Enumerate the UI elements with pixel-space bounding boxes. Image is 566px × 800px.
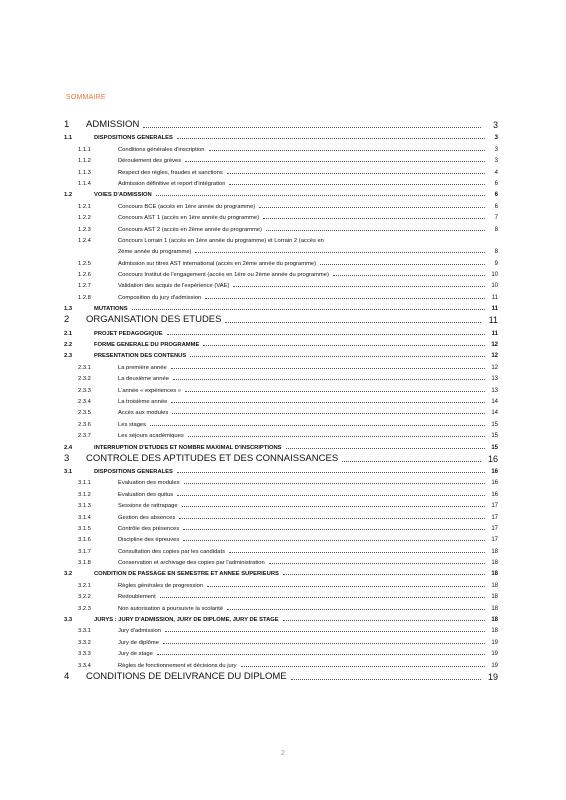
toc-entry[interactable] — [64, 325, 498, 336]
toc-entry-page: 8 — [494, 249, 498, 256]
toc-entry-title: ADMISSION — [86, 119, 140, 130]
toc-entry-page: 13 — [491, 376, 498, 383]
toc-entry[interactable] — [64, 176, 498, 187]
toc-entry-title: Règles de fonctionnement et décisions du jury — [118, 662, 237, 669]
toc-entry-title: Consultation des copies par les candidats — [118, 548, 225, 555]
toc-entry-title: Evaluation des quitus — [118, 491, 174, 498]
dot-leader — [320, 264, 485, 265]
toc-entry-page: 15 — [491, 444, 498, 451]
toc-entry-title: Conditions générales d'inscription — [118, 146, 205, 153]
toc-entry-number: 3 — [64, 452, 70, 464]
toc-entry-page: 18 — [491, 628, 498, 635]
toc-entry-page: 11 — [491, 294, 498, 301]
toc-entry[interactable] — [64, 646, 498, 657]
toc-entry-number: 2.3.1 — [78, 364, 91, 371]
dot-leader — [167, 334, 485, 335]
toc-entry-number: 1.1.3 — [78, 169, 91, 176]
toc-entry[interactable] — [64, 543, 498, 554]
toc-entry-page: 10 — [491, 272, 498, 279]
toc-entry[interactable] — [64, 509, 498, 520]
toc-entry-page: 19 — [491, 651, 498, 658]
toc-entry-title: DISPOSITIONS GENERALES — [94, 468, 173, 475]
toc-entry-number: 3.2.3 — [78, 605, 91, 612]
toc-entry[interactable] — [64, 221, 498, 232]
dot-leader — [171, 402, 485, 403]
toc-entry-number: 3.1.3 — [78, 503, 91, 510]
toc-entry-number: 2.1 — [64, 330, 73, 337]
toc-entry[interactable] — [64, 612, 498, 623]
toc-entry-title: Concours BCE (accès en 1ère année du programme) — [118, 203, 256, 210]
dot-leader — [177, 472, 485, 473]
toc-entry-page: 6 — [494, 180, 498, 187]
toc-entry-number: 3.3.2 — [78, 639, 91, 646]
toc-entry-number: 3.2 — [64, 571, 73, 578]
dot-leader — [184, 483, 485, 484]
toc-entry-title: Admission sur titres AST international (accès en 2ème année du programme) — [118, 260, 317, 267]
dot-leader — [229, 184, 485, 185]
toc-entry-number: 2.3.4 — [78, 398, 91, 405]
toc-entry[interactable] — [64, 475, 498, 486]
toc-entry-number: 3.1.8 — [78, 560, 91, 567]
toc-entry[interactable] — [64, 464, 498, 475]
toc-entry-page: 6 — [494, 203, 498, 210]
table-of-contents — [64, 117, 498, 682]
toc-entry[interactable] — [64, 301, 498, 312]
toc-entry-title: Jury de diplôme — [118, 639, 159, 646]
toc-entry-page: 6 — [494, 192, 498, 199]
toc-entry-page: 16 — [487, 453, 498, 464]
toc-entry-page: 18 — [491, 617, 498, 624]
toc-entry[interactable] — [64, 566, 498, 577]
toc-entry[interactable] — [64, 657, 498, 668]
dot-leader — [227, 609, 485, 610]
toc-entry[interactable] — [64, 348, 498, 359]
toc-entry[interactable] — [64, 312, 498, 325]
toc-entry-number: 1.1.4 — [78, 180, 91, 187]
toc-entry[interactable] — [64, 623, 498, 634]
dot-leader — [132, 309, 485, 310]
toc-entry-page: 12 — [491, 342, 498, 349]
dot-leader — [291, 679, 481, 680]
toc-entry-title: Jury de stage — [118, 651, 153, 658]
toc-entry-title: Validation des acquis de l'expérience (VAE) — [118, 283, 230, 290]
dot-leader — [233, 286, 485, 287]
toc-entry-number: 4 — [64, 670, 70, 682]
dot-leader — [165, 631, 485, 632]
toc-entry-title: DISPOSITIONS GENERALES — [94, 135, 173, 142]
toc-entry-title: CONDITION DE PASSAGE EN SEMESTRE ET ANNEE SUPERIEURS — [94, 571, 279, 578]
toc-entry-title: VOIES D'ADMISSION — [94, 192, 152, 199]
page-number: 2 — [281, 750, 285, 757]
toc-entry[interactable] — [64, 371, 498, 382]
toc-entry-page: 3 — [494, 135, 498, 142]
toc-title: SOMMAIRE — [66, 94, 106, 101]
toc-entry-number: 3.1.6 — [78, 537, 91, 544]
toc-entry-page: 17 — [491, 537, 498, 544]
toc-entry-title: PRESENTATION DES CONTENUS — [94, 353, 187, 360]
toc-entry-page: 3 — [492, 120, 498, 130]
toc-entry-page: 7 — [494, 215, 498, 222]
toc-entry-number: 2.3 — [64, 353, 73, 360]
toc-entry-number: 1.2.6 — [78, 272, 91, 279]
toc-entry[interactable] — [64, 589, 498, 600]
toc-entry-page: 15 — [491, 421, 498, 428]
toc-entry[interactable] — [64, 337, 498, 348]
toc-entry[interactable] — [64, 634, 498, 645]
dot-leader — [190, 356, 485, 357]
toc-entry-title: 2ème année du programme) — [118, 249, 192, 256]
toc-entry-number: 3.1.5 — [78, 525, 91, 532]
dot-leader — [171, 368, 485, 369]
toc-entry-number: 1.2.2 — [78, 215, 91, 222]
dot-leader — [207, 586, 485, 587]
toc-entry-title: L'année « expériences » — [118, 387, 181, 394]
toc-entry-title: Déroulement des grèves — [118, 158, 182, 165]
dot-leader — [183, 540, 485, 541]
toc-entry-page: 18 — [491, 560, 498, 567]
toc-entry-title: Sessions de rattrapage — [118, 503, 178, 510]
toc-entry-title: La deuxième année — [118, 376, 169, 383]
toc-entry[interactable] — [64, 244, 498, 255]
toc-entry-title: Règles générales de progression — [118, 582, 204, 589]
dot-leader — [185, 161, 485, 162]
dot-leader — [266, 230, 485, 231]
dot-leader — [185, 391, 485, 392]
toc-entry[interactable] — [64, 289, 498, 300]
toc-entry-page: 13 — [491, 387, 498, 394]
toc-entry-number: 3.3 — [64, 617, 73, 624]
toc-entry-title: Evaluation des modules — [118, 480, 180, 487]
toc-entry-number: 1.2.8 — [78, 294, 91, 301]
toc-entry[interactable] — [64, 153, 498, 164]
toc-entry-title: La troisième année — [118, 398, 168, 405]
toc-entry[interactable] — [64, 521, 498, 532]
toc-entry-number: 2.3.6 — [78, 421, 91, 428]
toc-entry-number: 3.1.2 — [78, 491, 91, 498]
dot-leader — [195, 252, 485, 253]
toc-entry-page: 11 — [488, 315, 498, 326]
toc-entry[interactable] — [64, 187, 498, 198]
toc-entry-number: 2.3.2 — [78, 376, 91, 383]
toc-entry-page: 11 — [491, 306, 498, 313]
toc-entry-page: 19 — [491, 639, 498, 646]
dot-leader — [177, 138, 485, 139]
toc-entry-page: 9 — [494, 260, 498, 267]
dot-leader — [143, 127, 481, 128]
toc-entry-page: 14 — [491, 410, 498, 417]
toc-entry-page: 3 — [494, 146, 498, 153]
toc-entry[interactable] — [64, 532, 498, 543]
toc-entry[interactable] — [64, 359, 498, 370]
toc-entry-title: Non autorisation à poursuivre la scolarité — [118, 605, 224, 612]
toc-entry-number: 1.2.1 — [78, 203, 91, 210]
toc-entry-page: 16 — [491, 480, 498, 487]
dot-leader — [205, 298, 485, 299]
toc-entry-number: 1 — [64, 119, 70, 130]
toc-entry-number: 1.1.2 — [78, 158, 91, 165]
toc-entry[interactable] — [64, 498, 498, 509]
dot-leader — [150, 425, 485, 426]
toc-entry-number: 2.4 — [64, 444, 73, 451]
toc-entry-title: ORGANISATION DES ETUDES — [86, 314, 222, 326]
toc-entry-title: MUTATIONS — [94, 306, 128, 313]
toc-entry[interactable] — [64, 255, 498, 266]
toc-entry-number: 3.3.3 — [78, 651, 91, 658]
toc-entry-title: CONTROLE DES APTITUDES ET DES CONNAISSANCES — [86, 452, 339, 464]
toc-entry-number: 3.1.7 — [78, 548, 91, 555]
dot-leader — [156, 195, 485, 196]
toc-entry-title: Gestion des absences — [118, 514, 176, 521]
toc-entry-number: 1.2.4 — [78, 237, 91, 244]
dot-leader — [203, 345, 485, 346]
toc-entry-page: 11 — [491, 330, 498, 337]
toc-entry[interactable] — [64, 130, 498, 141]
toc-entry[interactable] — [64, 555, 498, 566]
toc-entry-title: La première année — [118, 364, 167, 371]
toc-entry[interactable] — [64, 117, 498, 130]
toc-entry[interactable] — [64, 428, 498, 439]
toc-entry-number: 3.1.1 — [78, 480, 91, 487]
toc-entry[interactable] — [64, 577, 498, 588]
toc-entry[interactable] — [64, 267, 498, 278]
toc-entry-number: 2.3.7 — [78, 433, 91, 440]
dot-leader — [269, 563, 485, 564]
dot-leader — [173, 379, 485, 380]
toc-entry-page: 19 — [491, 662, 498, 669]
toc-entry-page: 16 — [491, 491, 498, 498]
toc-entry-page: 17 — [491, 514, 498, 521]
toc-entry-number: 3.2.2 — [78, 594, 91, 601]
toc-entry[interactable] — [64, 669, 498, 682]
toc-entry-number: 2 — [64, 314, 70, 326]
toc-entry-page: 18 — [491, 571, 498, 578]
toc-entry-number: 2.2 — [64, 342, 73, 349]
dot-leader — [229, 552, 485, 553]
toc-entry-title: FORME GENERALE DU PROGRAMME — [94, 342, 200, 349]
toc-entry-title: Admission définitive et report d'intégration — [118, 180, 226, 187]
toc-entry[interactable] — [64, 600, 498, 611]
toc-entry[interactable] — [64, 394, 498, 405]
toc-entry[interactable] — [64, 416, 498, 427]
toc-entry-number: 3.1.4 — [78, 514, 91, 521]
toc-entry-number: 2.3.5 — [78, 410, 91, 417]
dot-leader — [183, 529, 485, 530]
toc-entry-number: 1.1.1 — [78, 146, 91, 153]
dot-leader — [157, 654, 485, 655]
toc-entry-title: INTERRUPTION D'ETUDES ET NOMBRE MAXIMAL D'INSCRIPTIONS — [94, 444, 282, 451]
toc-entry-number: 1.2 — [64, 192, 73, 199]
toc-entry-page: 18 — [491, 582, 498, 589]
toc-entry[interactable] — [64, 198, 498, 209]
dot-leader — [283, 574, 485, 575]
dot-leader — [227, 173, 485, 174]
toc-entry-title: Les stages — [118, 421, 147, 428]
toc-entry-page: 16 — [491, 468, 498, 475]
toc-entry-page: 12 — [491, 353, 498, 360]
toc-entry[interactable] — [64, 405, 498, 416]
toc-entry-page: 10 — [491, 283, 498, 290]
toc-entry-page: 19 — [487, 671, 498, 682]
toc-entry-title: Concours Lorrain 1 (accès en 1ère année du programme) et Lorrain 2 (accès en — [118, 237, 324, 244]
toc-entry-number: 1.2.7 — [78, 283, 91, 290]
toc-entry-page: 18 — [491, 605, 498, 612]
toc-entry-title: Conservation et archivage des copies par l'administration — [118, 560, 265, 567]
dot-leader — [188, 436, 485, 437]
toc-entry-number: 1.2.5 — [78, 260, 91, 267]
toc-entry-page: 15 — [491, 433, 498, 440]
dot-leader — [263, 218, 485, 219]
toc-entry-page: 18 — [491, 594, 498, 601]
toc-entry-page: 4 — [494, 169, 498, 176]
toc-entry-number: 1.3 — [64, 306, 73, 313]
toc-entry[interactable] — [64, 233, 498, 244]
toc-entry-title: Concours AST 1 (accès en 1ère année du programme) — [118, 215, 260, 222]
dot-leader — [179, 518, 485, 519]
toc-entry-title: Composition du jury d'admission — [118, 294, 202, 301]
dot-leader — [286, 448, 485, 449]
toc-entry-title: Discipline des épreuves — [118, 537, 180, 544]
dot-leader — [283, 620, 485, 621]
toc-entry-title: Redoublement — [118, 594, 156, 601]
toc-entry-number: 3.2.1 — [78, 582, 91, 589]
toc-entry-title: PROJET PEDAGOGIQUE — [94, 330, 163, 337]
toc-entry[interactable] — [64, 486, 498, 497]
toc-entry-page: 14 — [491, 398, 498, 405]
dot-leader — [241, 666, 485, 667]
toc-entry-title: Jury d'admission — [118, 628, 161, 635]
dot-leader — [163, 643, 485, 644]
toc-entry-page: 17 — [491, 525, 498, 532]
toc-entry-page: 17 — [491, 503, 498, 510]
dot-leader — [160, 597, 485, 598]
toc-entry-page: 12 — [491, 364, 498, 371]
dot-leader — [342, 461, 481, 462]
toc-entry-page: 3 — [494, 158, 498, 165]
dot-leader — [172, 413, 485, 414]
toc-entry-number: 3.3.4 — [78, 662, 91, 669]
dot-leader — [259, 207, 485, 208]
toc-entry[interactable] — [64, 164, 498, 175]
dot-leader — [333, 275, 485, 276]
toc-entry[interactable] — [64, 210, 498, 221]
toc-entry-title: CONDITIONS DE DELIVRANCE DU DIPLOME — [86, 670, 287, 682]
toc-entry[interactable] — [64, 439, 498, 450]
toc-entry-title: Les séjours académiques — [118, 433, 184, 440]
dot-leader — [182, 506, 485, 507]
toc-entry-number: 3.3.1 — [78, 628, 91, 635]
toc-entry[interactable] — [64, 451, 498, 464]
toc-entry-page: 18 — [491, 548, 498, 555]
toc-entry-number: 2.3.3 — [78, 387, 91, 394]
toc-entry-number: 1.2.3 — [78, 226, 91, 233]
toc-entry[interactable] — [64, 141, 498, 152]
toc-entry[interactable] — [64, 382, 498, 393]
dot-leader — [225, 322, 481, 323]
toc-entry-title: Contrôle des présences — [118, 525, 180, 532]
toc-entry-title: Respect des règles, fraudes et sanctions — [118, 169, 223, 176]
toc-entry-number: 1.1 — [64, 135, 73, 142]
toc-entry-title: Concours AST 2 (accès en 2ème année du programme) — [118, 226, 262, 233]
toc-entry-title: JURYS : JURY D'ADMISSION, JURY DE DIPLOME, JURY DE STAGE — [94, 617, 279, 624]
toc-entry[interactable] — [64, 278, 498, 289]
toc-entry-number: 3.1 — [64, 468, 73, 475]
toc-entry-title: Accès aux modules — [118, 410, 169, 417]
dot-leader — [177, 495, 485, 496]
dot-leader — [209, 150, 485, 151]
toc-entry-page: 8 — [494, 226, 498, 233]
toc-entry-title: Concours Institut de l'engagement (accès en 1ère ou 2ème année du programme) — [118, 272, 329, 279]
